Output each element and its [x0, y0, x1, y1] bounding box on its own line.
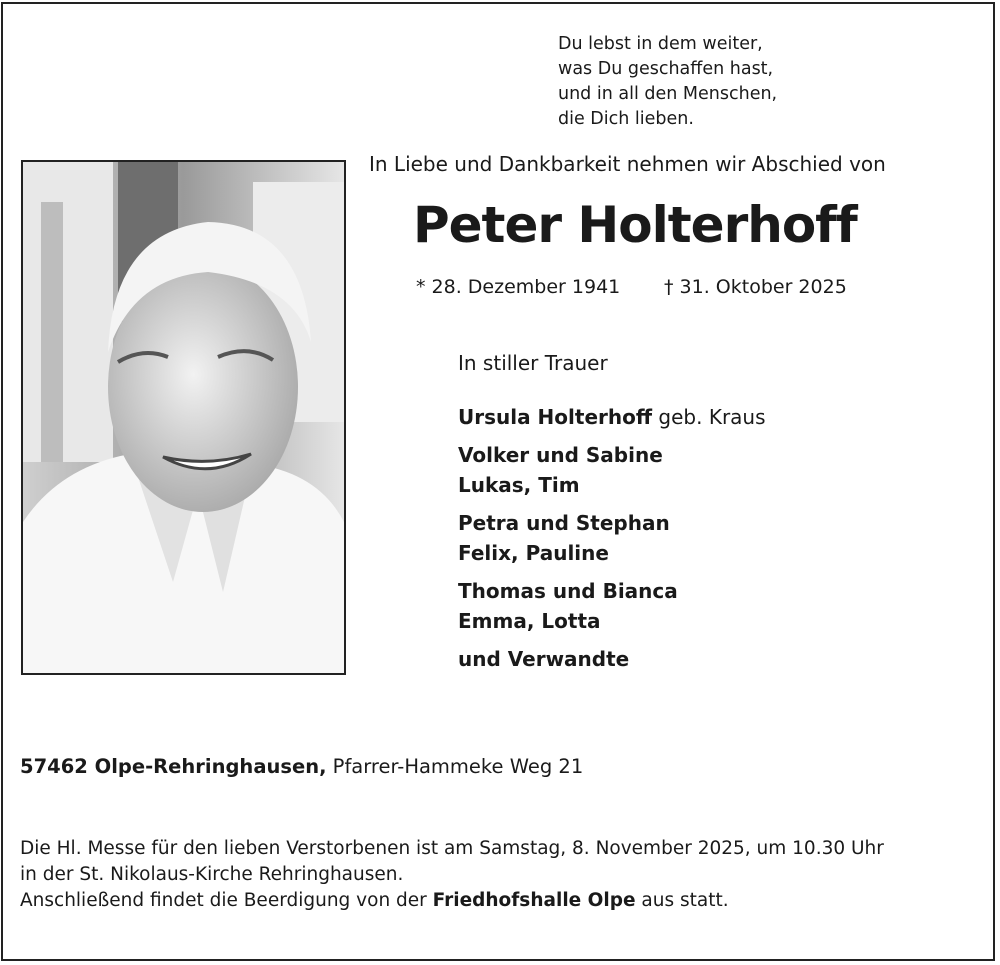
poem-line: die Dich lieben.: [558, 109, 694, 129]
family-line: Volker und Sabine: [458, 443, 663, 467]
intro-text: In Liebe und Dankbarkeit nehmen wir Abschied von: [369, 152, 886, 176]
poem-line: Du lebst in dem weiter,: [558, 34, 763, 54]
address-city: 57462 Olpe-Rehringhausen,: [20, 755, 327, 778]
portrait-photo: [21, 160, 346, 675]
deceased-name: Peter Holterhoff: [413, 196, 857, 254]
family-line: Felix, Pauline: [458, 541, 609, 565]
family-line: Emma, Lotta: [458, 609, 601, 633]
spouse-suffix: geb. Kraus: [652, 405, 766, 429]
notice-location: Friedhofshalle Olpe: [432, 890, 636, 911]
notice-text: aus statt.: [635, 890, 729, 911]
service-notice: [20, 836, 884, 914]
address-street: Pfarrer-Hammeke Weg 21: [326, 755, 584, 778]
notice-line: in der St. Nikolaus-Kirche Rehringhausen.: [20, 864, 404, 885]
mourners-heading: In stiller Trauer: [458, 351, 608, 375]
notice-line: [20, 888, 884, 914]
family-line: Lukas, Tim: [458, 473, 580, 497]
family-line: Petra und Stephan: [458, 511, 670, 535]
mourners-list: [458, 348, 766, 674]
poem-line: und in all den Menschen,: [558, 84, 778, 104]
notice-line: Die Hl. Messe für den lieben Verstorbenen ist am Samstag, 8. November 2025, um 10.30 Uhr: [20, 838, 884, 859]
poem-line: was Du geschaffen hast,: [558, 59, 774, 79]
notice-text: Anschließend findet die Beerdigung von der: [20, 890, 433, 911]
spouse-line: [458, 402, 766, 432]
family-line: Thomas und Bianca: [458, 579, 678, 603]
death-date: † 31. Oktober 2025: [664, 276, 847, 298]
family-line: und Verwandte: [458, 647, 630, 671]
address-line: [20, 755, 583, 778]
birth-date: * 28. Dezember 1941: [416, 276, 621, 298]
spouse-name: Ursula Holterhoff: [458, 405, 653, 429]
poem: [558, 32, 777, 132]
